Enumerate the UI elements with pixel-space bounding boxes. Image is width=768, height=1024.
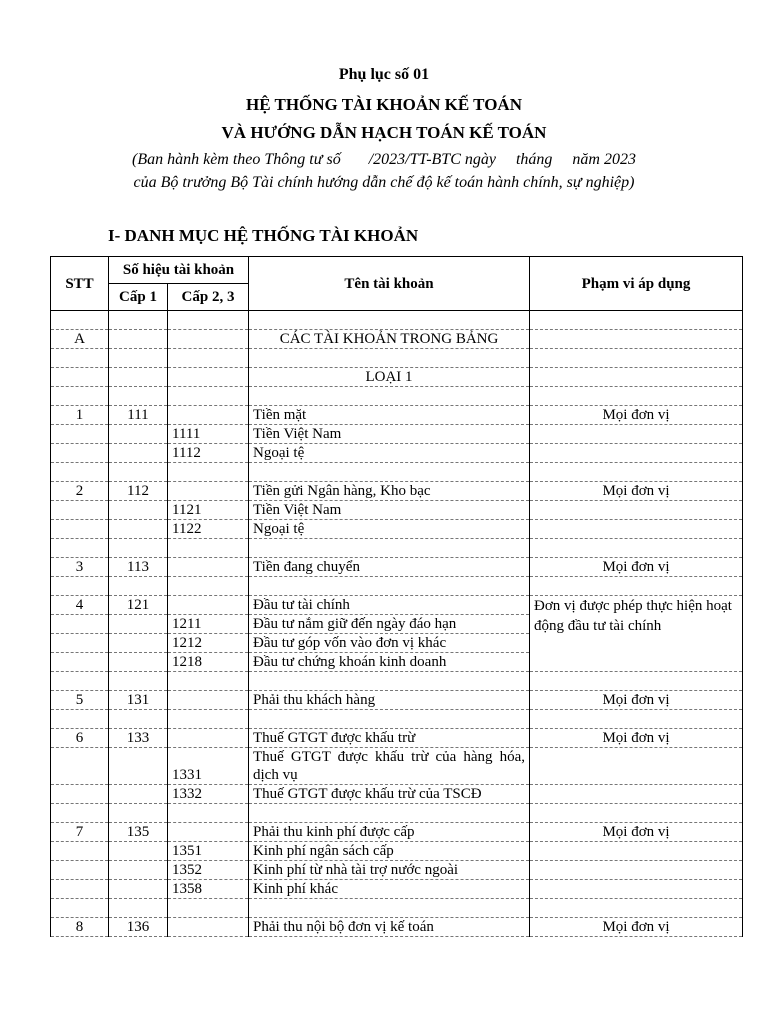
table-row [51, 861, 743, 880]
spacer-row [51, 899, 743, 918]
cell-stt: 6 [51, 729, 109, 748]
cell-name: Tiền mặt [249, 406, 530, 425]
cell-acc1: 136 [109, 918, 168, 937]
cell-acc1: 131 [109, 691, 168, 710]
issued-note-line1: (Ban hành kèm theo Thông tư số /2023/TT-BTC ngày tháng năm 2023 [132, 151, 636, 168]
group-row [51, 330, 743, 349]
cell-stt: 3 [51, 558, 109, 577]
table-row [51, 691, 743, 710]
cell-acc1: 133 [109, 729, 168, 748]
cell-stt: 1 [51, 406, 109, 425]
table-row [51, 425, 743, 444]
cell-stt: 8 [51, 918, 109, 937]
document-title-line1: HỆ THỐNG TÀI KHOẢN KẾ TOÁN [245, 95, 522, 114]
table-row [51, 748, 743, 785]
cell-stt: 7 [51, 823, 109, 842]
cell-acc2: 1212 [168, 634, 249, 653]
cell-name: Đầu tư nắm giữ đến ngày đáo hạn [249, 615, 530, 634]
cell-stt: 4 [51, 596, 109, 615]
cell-name: Thuế GTGT được khấu trừ của hàng hóa, dịch vụ [249, 748, 530, 785]
spacer-row [51, 710, 743, 729]
cell-name: Đầu tư tài chính [249, 596, 530, 615]
cell-name: LOẠI 1 [249, 368, 530, 387]
spacer-row [51, 539, 743, 558]
cell-scope: Mọi đơn vị [530, 823, 743, 842]
table-row [51, 785, 743, 804]
cell-name: Phải thu kinh phí được cấp [249, 823, 530, 842]
issued-note-line2: của Bộ trưởng Bộ Tài chính hướng dẫn chế độ kế toán hành chính, sự nghiệp) [133, 174, 635, 191]
spacer-row [51, 387, 743, 406]
cell-acc2: 1112 [168, 444, 249, 463]
header-level23: Cấp 2, 3 [168, 284, 249, 311]
cell-stt: 5 [51, 691, 109, 710]
cell-acc2: 1122 [168, 520, 249, 539]
cell-scope: Mọi đơn vị [530, 558, 743, 577]
table-row [51, 558, 743, 577]
cell-stt: A [51, 330, 109, 349]
spacer-row [51, 349, 743, 368]
header-account-name: Tên tài khoản [249, 257, 530, 311]
cell-scope: Mọi đơn vị [530, 406, 743, 425]
cell-acc2: 1352 [168, 861, 249, 880]
spacer-row [51, 463, 743, 482]
cell-acc2: 1211 [168, 615, 249, 634]
cell-scope: Mọi đơn vị [530, 918, 743, 937]
cell-name: Đầu tư chứng khoán kinh doanh [249, 653, 530, 672]
cell-acc1: 113 [109, 558, 168, 577]
table-row [51, 482, 743, 501]
cell-name: Tiền đang chuyển [249, 558, 530, 577]
cell-acc2: 1111 [168, 425, 249, 444]
cell-scope: Mọi đơn vị [530, 691, 743, 710]
table-row [51, 501, 743, 520]
cell-name: CÁC TÀI KHOẢN TRONG BẢNG [249, 330, 530, 349]
cell-acc2: 1358 [168, 880, 249, 899]
cell-stt: 2 [51, 482, 109, 501]
spacer-row [51, 804, 743, 823]
document-title-line2: VÀ HƯỚNG DẪN HẠCH TOÁN KẾ TOÁN [221, 123, 547, 142]
table-row [51, 406, 743, 425]
table-row [51, 729, 743, 748]
cell-acc1: 121 [109, 596, 168, 615]
header-level1: Cấp 1 [109, 284, 168, 311]
account-table [50, 256, 743, 937]
cell-name: Thuế GTGT được khấu trừ của TSCĐ [249, 785, 530, 804]
cell-acc2: 1121 [168, 501, 249, 520]
cell-acc1: 111 [109, 406, 168, 425]
cell-name: Kinh phí ngân sách cấp [249, 842, 530, 861]
table-row [51, 520, 743, 539]
cell-scope: Mọi đơn vị [530, 729, 743, 748]
header-stt: STT [51, 257, 109, 311]
appendix-label: Phụ lục số 01 [338, 66, 430, 83]
cell-acc2: 1351 [168, 842, 249, 861]
cell-name: Phải thu nội bộ đơn vị kế toán [249, 918, 530, 937]
table-row [51, 918, 743, 937]
header-account-number: Số hiệu tài khoản [109, 257, 249, 284]
cell-acc1: 112 [109, 482, 168, 501]
cell-name: Tiền Việt Nam [249, 425, 530, 444]
spacer-row [51, 577, 743, 596]
cell-name: Thuế GTGT được khấu trừ [249, 729, 530, 748]
cell-scope: Đơn vị được phép thực hiện hoạt động đầu tư tài chính [530, 596, 743, 672]
table-row [51, 823, 743, 842]
cell-name: Kinh phí từ nhà tài trợ nước ngoài [249, 861, 530, 880]
header-scope: Phạm vi áp dụng [530, 257, 743, 311]
table-row [51, 880, 743, 899]
table-row [51, 444, 743, 463]
cell-scope: Mọi đơn vị [530, 482, 743, 501]
cell-acc2: 1332 [168, 785, 249, 804]
cell-name: Ngoại tệ [249, 520, 530, 539]
cell-acc2: 1218 [168, 653, 249, 672]
cell-name: Tiền gửi Ngân hàng, Kho bạc [249, 482, 530, 501]
cell-name: Phải thu khách hàng [249, 691, 530, 710]
table-row [51, 842, 743, 861]
cell-name: Kinh phí khác [249, 880, 530, 899]
cell-name: Ngoại tệ [249, 444, 530, 463]
table-row [51, 596, 743, 615]
cell-name: Đầu tư góp vốn vào đơn vị khác [249, 634, 530, 653]
spacer-row [51, 672, 743, 691]
type-row [51, 368, 743, 387]
cell-acc2: 1331 [168, 748, 249, 785]
section-title: I- DANH MỤC HỆ THỐNG TÀI KHOẢN [108, 226, 419, 245]
spacer-row [51, 311, 743, 330]
cell-acc1: 135 [109, 823, 168, 842]
cell-name: Tiền Việt Nam [249, 501, 530, 520]
